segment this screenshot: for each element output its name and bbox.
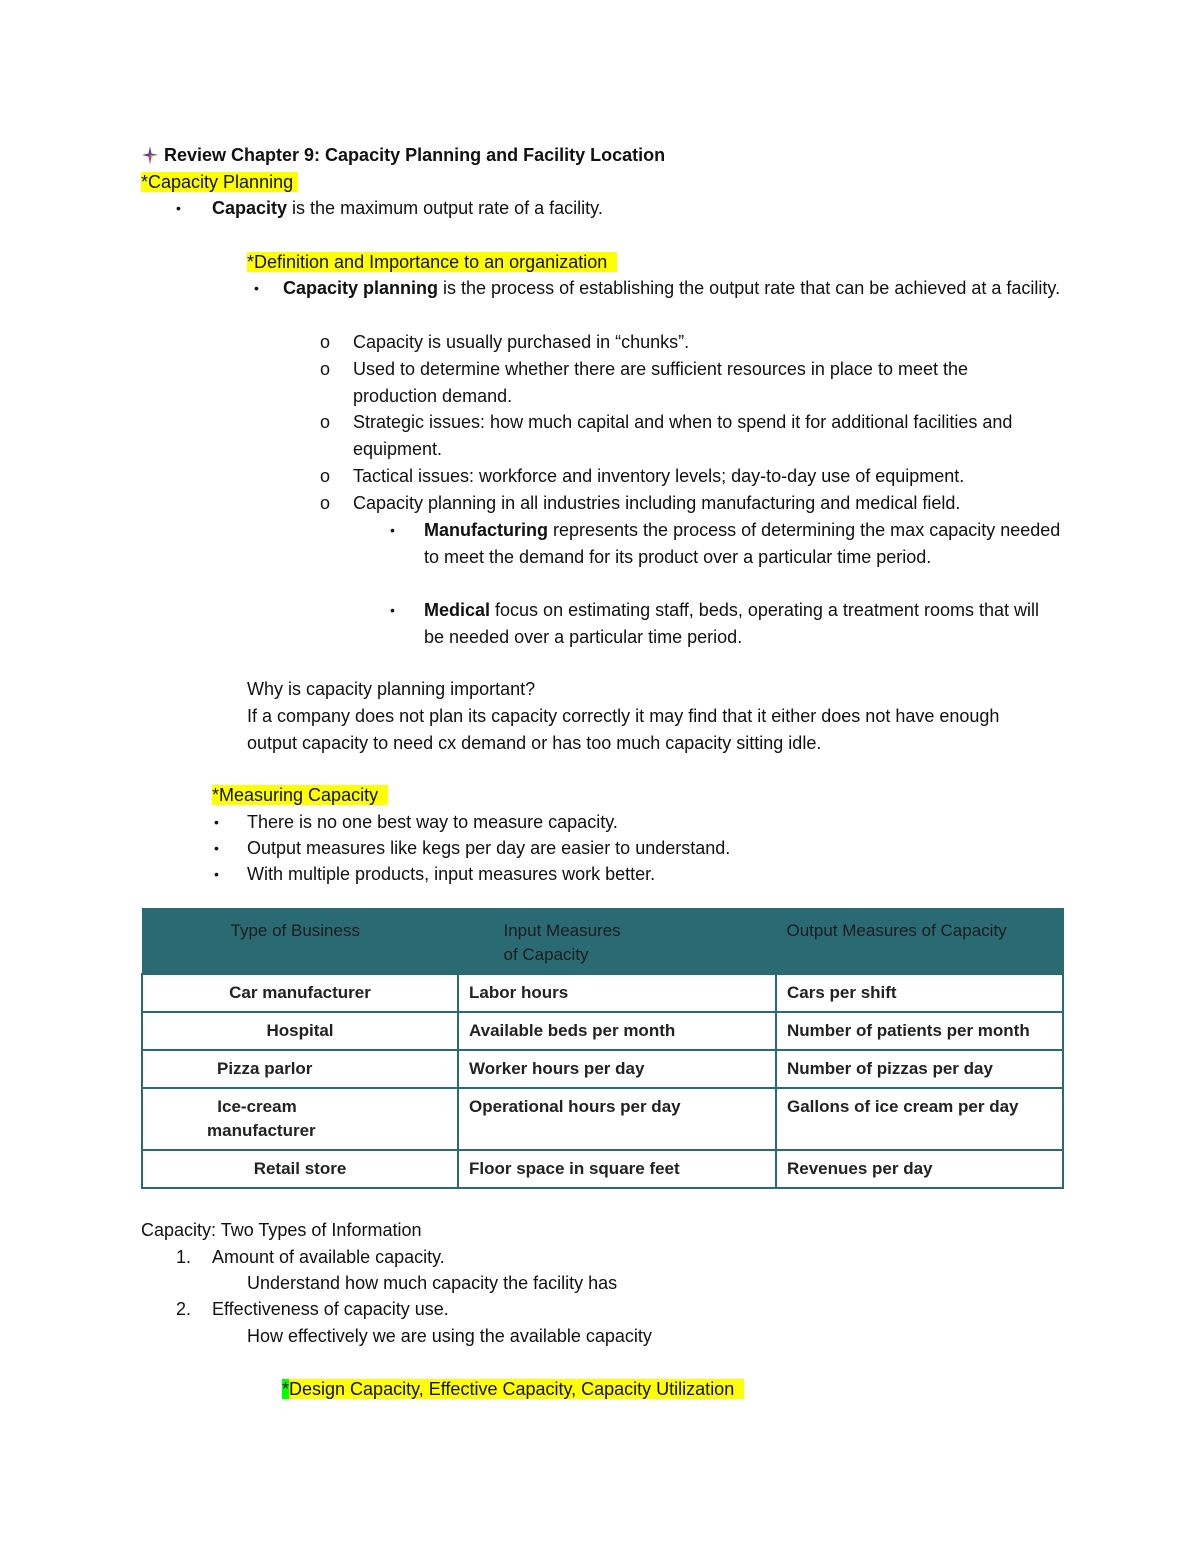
sub-marker: o xyxy=(320,466,331,486)
bullet-icon: • xyxy=(214,866,219,882)
section-heading-design-capacity: *Design Capacity, Effective Capacity, Capacity Utilization xyxy=(282,1376,744,1403)
bullet-icon: • xyxy=(176,200,181,216)
table-cell: Retail store xyxy=(142,1150,458,1188)
sub-item: Capacity is usually purchased in “chunks”. xyxy=(353,332,690,352)
table-cell: Car manufacturer xyxy=(142,974,458,1012)
bullet-icon: • xyxy=(214,840,219,856)
table-cell: Labor hours xyxy=(458,974,776,1012)
table-cell: Hospital xyxy=(142,1012,458,1050)
table-cell: Worker hours per day xyxy=(458,1050,776,1088)
table-header-cell: Input Measures of Capacity xyxy=(458,909,776,975)
table-cell: Number of pizzas per day xyxy=(776,1050,1063,1088)
section-heading-measuring-capacity: *Measuring Capacity xyxy=(212,782,388,809)
sub-item: Used to determine whether there are sufficient resources in place to meet the production demand. xyxy=(353,359,968,406)
list-item-detail: Understand how much capacity the facility has xyxy=(247,1273,618,1293)
list-item-detail: How effectively we are using the available capacity xyxy=(247,1326,652,1346)
table-cell: Cars per shift xyxy=(776,974,1063,1012)
table-cell: Revenues per day xyxy=(776,1150,1063,1188)
table-header-cell: Type of Business xyxy=(142,909,458,975)
list-number: 1. xyxy=(176,1247,192,1267)
sub-item: Capacity planning in all industries including manufacturing and medical field. xyxy=(353,493,961,513)
why-answer: If a company does not plan its capacity correctly it may find that it either does not have enough output capacity to need cx demand or has too much capacity sitting idle. xyxy=(247,706,1000,753)
sub-item: Tactical issues: workforce and inventory levels; day-to-day use of equipment. xyxy=(353,466,965,486)
table-header-row xyxy=(142,909,1063,975)
table-row xyxy=(142,1050,1063,1088)
why-question: Why is capacity planning important? xyxy=(247,679,536,699)
bullet-icon: • xyxy=(390,522,395,538)
four-point-star-icon xyxy=(142,146,158,164)
bullet-icon: • xyxy=(390,602,395,618)
measuring-bullet: There is no one best way to measure capacity. xyxy=(247,812,618,832)
section-heading-capacity-planning: *Capacity Planning xyxy=(141,169,298,196)
table-cell: Floor space in square feet xyxy=(458,1150,776,1188)
sub-marker: o xyxy=(320,493,331,513)
table-cell: Operational hours per day xyxy=(458,1088,776,1150)
table-row xyxy=(142,1150,1063,1188)
sub-marker: o xyxy=(320,412,331,432)
sub-item: Strategic issues: how much capital and when to spend it for additional facilities and equipment. xyxy=(353,412,1013,459)
list-item: Amount of available capacity. xyxy=(212,1247,445,1267)
list-item: Effectiveness of capacity use. xyxy=(212,1299,449,1319)
two-types-heading: Capacity: Two Types of Information xyxy=(141,1220,422,1240)
measuring-bullet: Output measures like kegs per day are easier to understand. xyxy=(247,838,731,858)
table-cell: Pizza parlor xyxy=(142,1050,458,1088)
table-header-cell: Output Measures of Capacity xyxy=(776,909,1063,975)
table-row xyxy=(142,1012,1063,1050)
sub-marker: o xyxy=(320,332,331,352)
page-title: Review Chapter 9: Capacity Planning and Facility Location xyxy=(164,145,666,165)
sub-marker: o xyxy=(320,359,331,379)
measuring-bullet: With multiple products, input measures work better. xyxy=(247,864,656,884)
medical-item: Medical focus on estimating staff, beds, operating a treatment rooms that will be needed over a particular time period. xyxy=(424,600,1039,647)
manufacturing-item: Manufacturing represents the process of determining the max capacity needed to meet the demand for its product over a particular time period. xyxy=(424,520,1061,567)
table-cell: Ice-cream manufacturer xyxy=(142,1088,458,1150)
section-heading-definition: *Definition and Importance to an organization xyxy=(247,249,617,276)
capacity-planning-definition: Capacity planning is the process of establishing the output rate that can be achieved at a facility. xyxy=(283,278,1061,298)
bullet-icon: • xyxy=(254,280,259,296)
table-cell: Number of patients per month xyxy=(776,1012,1063,1050)
table-row xyxy=(142,1088,1063,1150)
table-cell: Gallons of ice cream per day xyxy=(776,1088,1063,1150)
capacity-measures-table xyxy=(141,908,1064,1189)
table-cell: Available beds per month xyxy=(458,1012,776,1050)
bullet-icon: • xyxy=(214,814,219,830)
table-row xyxy=(142,974,1063,1012)
list-number: 2. xyxy=(176,1299,192,1319)
capacity-definition: Capacity is the maximum output rate of a facility. xyxy=(212,198,603,218)
